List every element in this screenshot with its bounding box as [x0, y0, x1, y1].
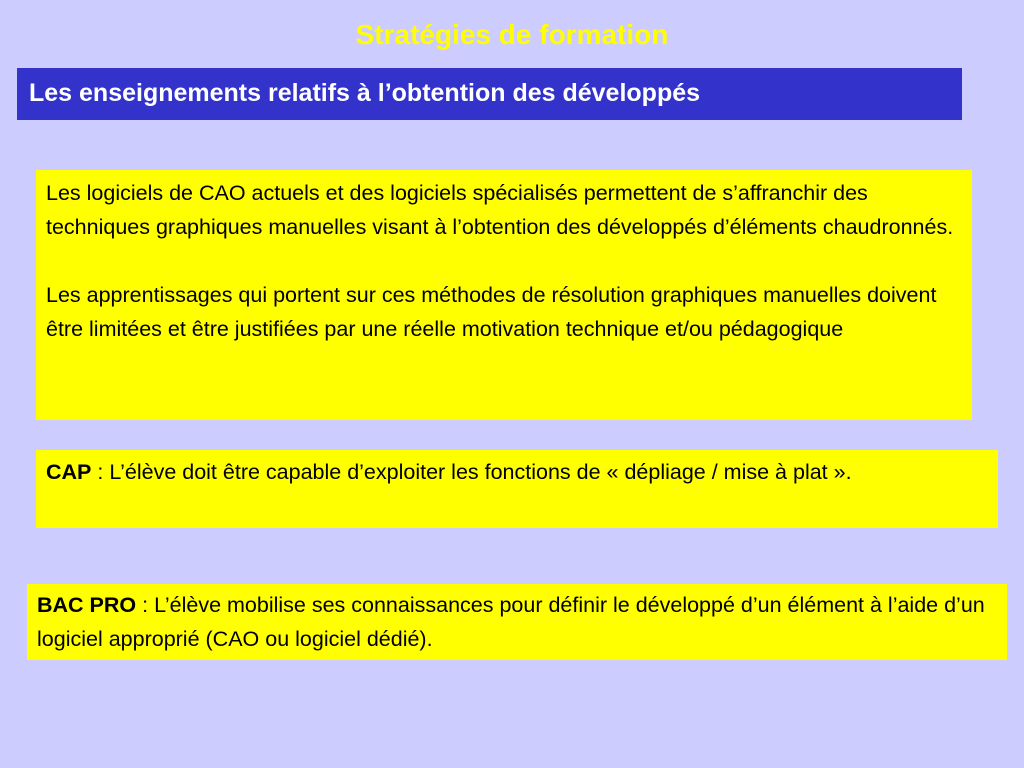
- cap-label: CAP: [46, 460, 92, 484]
- slide-title: Stratégies de formation: [355, 19, 669, 50]
- cap-text: : L’élève doit être capable d’exploiter les fonctions de « dépliage / mise à plat ».: [91, 460, 852, 484]
- bacpro-text: : L’élève mobilise ses connaissances pour définir le développé d’un élément à l’aide d’un logiciel approprié (CAO ou logiciel dédié).: [37, 593, 985, 651]
- cap-paragraph: [46, 455, 990, 489]
- bacpro-paragraph: [37, 588, 999, 656]
- cap-box: [36, 450, 998, 528]
- bacpro-box: [27, 584, 1007, 660]
- subtitle-banner: Les enseignements relatifs à l’obtention des développés: [17, 68, 962, 120]
- paragraph-manual-methods: Les apprentissages qui portent sur ces méthodes de résolution graphiques manuelles doivent être limitées et être justifiées par une réelle motivation technique et/ou pédagogique: [46, 283, 937, 341]
- paragraph-spacer: [46, 244, 964, 278]
- main-text-box: [36, 170, 972, 420]
- bacpro-label: BAC PRO: [37, 593, 137, 617]
- paragraph-cao-software: Les logiciels de CAO actuels et des logiciels spécialisés permettent de s’affranchir des techniques graphiques manuelles visant à l’obtention des développés d’éléments chaudronnés.: [46, 181, 954, 239]
